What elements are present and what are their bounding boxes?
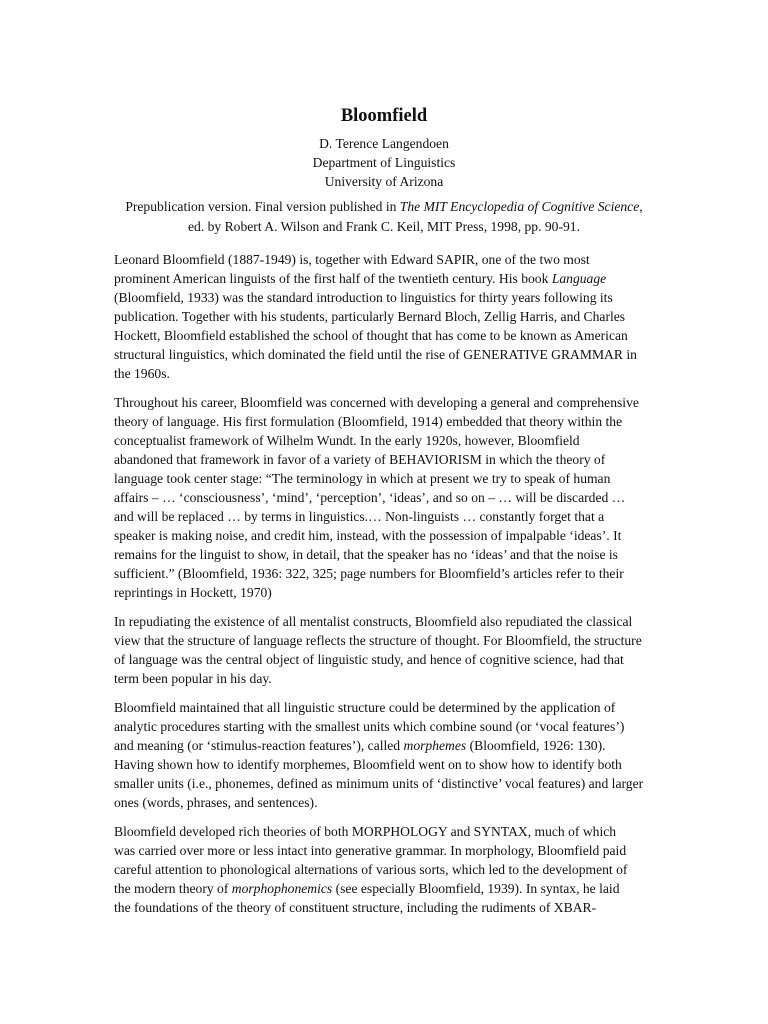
text-segment: Bloomfield developed rich theories of both MORPHOLOGY and SYNTAX, much of which — [114, 824, 617, 839]
text-line — [114, 269, 662, 288]
paragraph — [114, 250, 662, 383]
text-line — [114, 545, 662, 564]
document-title: Bloomfield — [340, 106, 428, 126]
text-segment: Bloomfield maintained that all linguistic structure could be determined by the application of — [114, 700, 616, 715]
text-segment: smaller units (i.e., phonemes, defined as minimum units of ‘distinctive’ vocal features) and larger — [114, 776, 644, 791]
pubnote-text: Prepublication version. Final version published in — [125, 199, 400, 214]
author-name: D. Terence Langendoen — [319, 136, 449, 151]
text-line — [114, 488, 662, 507]
text-line — [114, 774, 662, 793]
text-line — [114, 507, 662, 526]
text-segment: speaker is making noise, and credit him, instead, with the possession of impalpable ‘ideas’. It — [114, 528, 622, 543]
paragraph — [114, 612, 662, 688]
text-segment: theory of language. His first formulation (Bloomfield, 1914) embedded that theory within the — [114, 414, 623, 429]
text-line — [114, 307, 662, 326]
body-text — [114, 250, 662, 927]
text-line — [114, 288, 662, 307]
text-segment: analytic procedures starting with the smallest units which combine sound (or ‘vocal features’) — [114, 719, 625, 734]
text-line — [114, 698, 662, 717]
text-line — [114, 669, 662, 688]
paragraph — [114, 393, 662, 602]
text-line — [114, 526, 662, 545]
author-block — [0, 134, 768, 191]
text-line — [114, 879, 662, 898]
text-segment: careful attention to phonological alternations of various sorts, which led to the development of — [114, 862, 628, 877]
text-line — [114, 412, 662, 431]
text-segment: conceptualist framework of Wilhelm Wundt. In the early 1920s, however, Bloomfield — [114, 433, 580, 448]
text-segment: and will be replaced … by terms in linguistics.… Non-linguists … constantly forget that a — [114, 509, 605, 524]
pubnote-details: , ed. by Robert A. Wilson and Frank C. Keil, MIT Press, 1998, pp. 90-91. — [187, 199, 643, 234]
text-segment: and meaning (or ‘stimulus-reaction features’), called — [114, 738, 404, 753]
text-line — [114, 631, 662, 650]
text-segment: Hockett, Bloomfield established the school of thought that has come to be known as American — [114, 328, 628, 343]
text-line — [114, 469, 662, 488]
text-line — [114, 564, 662, 583]
paragraph — [114, 698, 662, 812]
text-segment: view that the structure of language reflects the structure of thought. For Bloomfield, the structure — [114, 633, 642, 648]
italic-text: Language — [551, 271, 607, 286]
italic-text: morphemes — [403, 738, 467, 753]
text-line — [114, 736, 662, 755]
text-segment: structural linguistics, which dominated the field until the rise of GENERATIVE GRAMMAR in — [114, 347, 637, 362]
text-line — [114, 393, 662, 412]
text-segment: Leonard Bloomfield (1887-1949) is, together with Edward SAPIR, one of the two most — [114, 252, 590, 267]
publication-note — [120, 197, 648, 237]
text-segment: Throughout his career, Bloomfield was concerned with developing a general and comprehensive — [114, 395, 639, 410]
text-segment: Having shown how to identify morphemes, Bloomfield went on to show how to identify both — [114, 757, 622, 772]
text-segment: ones (words, phrases, and sentences). — [114, 795, 318, 810]
text-line — [114, 583, 662, 602]
text-segment: the modern theory of — [114, 881, 232, 896]
text-segment: publication. Together with his students, particularly Bernard Bloch, Zellig Harris, and Charles — [114, 309, 626, 324]
text-segment: language took center stage: “The terminology in which at present we try to speak of human — [114, 471, 611, 486]
text-line — [114, 364, 662, 383]
text-line — [114, 898, 662, 917]
text-segment: remains for the linguist to show, in detail, that the speaker has no ‘ideas’ and that the noise is — [114, 547, 618, 562]
text-line — [114, 717, 662, 736]
paragraph — [114, 822, 662, 917]
text-segment: (Bloomfield, 1933) was the standard introduction to linguistics for thirty years following its — [114, 290, 613, 305]
text-line — [114, 450, 662, 469]
pubnote-journal-title: The MIT Encyclopedia of Cognitive Science — [399, 199, 640, 214]
text-segment: prominent American linguists of the first half of the twentieth century. His book — [114, 271, 552, 286]
author-department: Department of Linguistics — [312, 155, 456, 170]
text-segment: reprintings in Hockett, 1970) — [114, 585, 272, 600]
text-line — [114, 841, 662, 860]
author-university: University of Arizona — [324, 174, 444, 189]
text-line — [114, 326, 662, 345]
italic-text: morphophonemics — [231, 881, 333, 896]
text-segment: (Bloomfield, 1926: 130). — [466, 738, 606, 753]
text-line — [114, 345, 662, 364]
text-segment: the 1960s. — [114, 366, 170, 381]
text-line — [114, 650, 662, 669]
text-segment: the foundations of the theory of constituent structure, including the rudiments of XBAR- — [114, 900, 597, 915]
text-line — [114, 612, 662, 631]
text-line — [114, 755, 662, 774]
text-segment: sufficient.” (Bloomfield, 1936: 322, 325; page numbers for Bloomfield’s articles refer to their — [114, 566, 624, 581]
text-line — [114, 431, 662, 450]
text-segment: of language was the central object of linguistic study, and hence of cognitive science, had that — [114, 652, 624, 667]
text-segment: term been popular in his day. — [114, 671, 272, 686]
text-line — [114, 860, 662, 879]
text-line — [114, 250, 662, 269]
text-line — [114, 793, 662, 812]
text-line — [114, 822, 662, 841]
text-segment: affairs – … ‘consciousness’, ‘mind’, ‘perception’, ‘ideas’, and so on – … will be discarded … — [114, 490, 626, 505]
text-segment: was carried over more or less intact into generative grammar. In morphology, Bloomfield paid — [114, 843, 627, 858]
text-segment: (see especially Bloomfield, 1939). In syntax, he laid — [332, 881, 620, 896]
text-segment: In repudiating the existence of all mentalist constructs, Bloomfield also repudiated the classical — [114, 614, 633, 629]
text-segment: abandoned that framework in favor of a variety of BEHAVIORISM in which the theory of — [114, 452, 606, 467]
